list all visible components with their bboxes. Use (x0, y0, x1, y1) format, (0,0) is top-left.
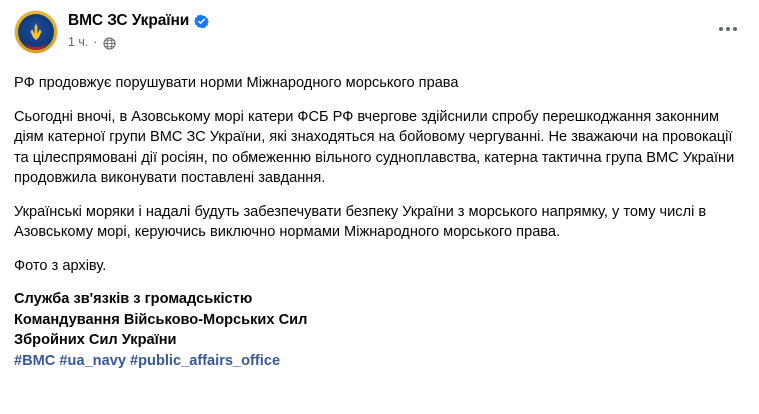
post-timestamp[interactable]: 1 ч. (68, 35, 89, 49)
more-dot-3 (733, 27, 737, 31)
post-paragraph-2: Сьогодні вночі, в Азовському морі катери ФСБ РФ вчергове здійснили спробу перешкоджання законним діям катерної групи ВМС ЗС України, які знаходяться на бойовому чергуванні. Не зважаючи на провокації та цілеспрямовані дії росіян, по обмеженню вільного судноплавства, катерна тактична група ВМС України продовжила виконувати поставлені завдання. (14, 108, 735, 186)
post-meta-row (68, 34, 209, 50)
post-header (14, 10, 745, 66)
hashtag-vms[interactable]: #ВМС (14, 352, 56, 369)
post-paragraph-3: Українські моряки і надалі будуть забезпечувати безпеку України з морського напрямку, у тому числі в Азовському морі, керуючись виключно нормами Міжнародного морського права. (14, 203, 707, 240)
globe-icon[interactable] (103, 37, 116, 50)
hashtag-ua-navy[interactable]: #ua_navy (59, 352, 126, 369)
post-body (14, 73, 745, 371)
post-paragraph-1: РФ продовжує порушувати норми Міжнародного морського права (14, 75, 459, 91)
signature-line-2: Командування Військово-Морських Сил (14, 311, 308, 328)
page-name-row (68, 11, 209, 31)
more-dot-2 (726, 27, 730, 31)
post-paragraph-4: Фото з архіву. (14, 257, 107, 274)
more-options-icon[interactable] (713, 18, 743, 40)
signature-line-1: Служба зв'язків з громадськістю (14, 291, 253, 307)
verified-badge-icon (194, 14, 209, 29)
more-dot-1 (719, 27, 723, 31)
post-signature (14, 289, 745, 351)
post-hashtags (14, 351, 745, 372)
meta-separator: · (93, 35, 98, 49)
post-header-text (68, 10, 209, 50)
page-name[interactable]: ВМС ЗС України (68, 12, 190, 29)
signature-line-3: Збройних Сил України (14, 332, 177, 348)
page-avatar-crest[interactable] (14, 10, 58, 54)
hashtag-public-affairs-office[interactable]: #public_affairs_office (130, 352, 281, 369)
